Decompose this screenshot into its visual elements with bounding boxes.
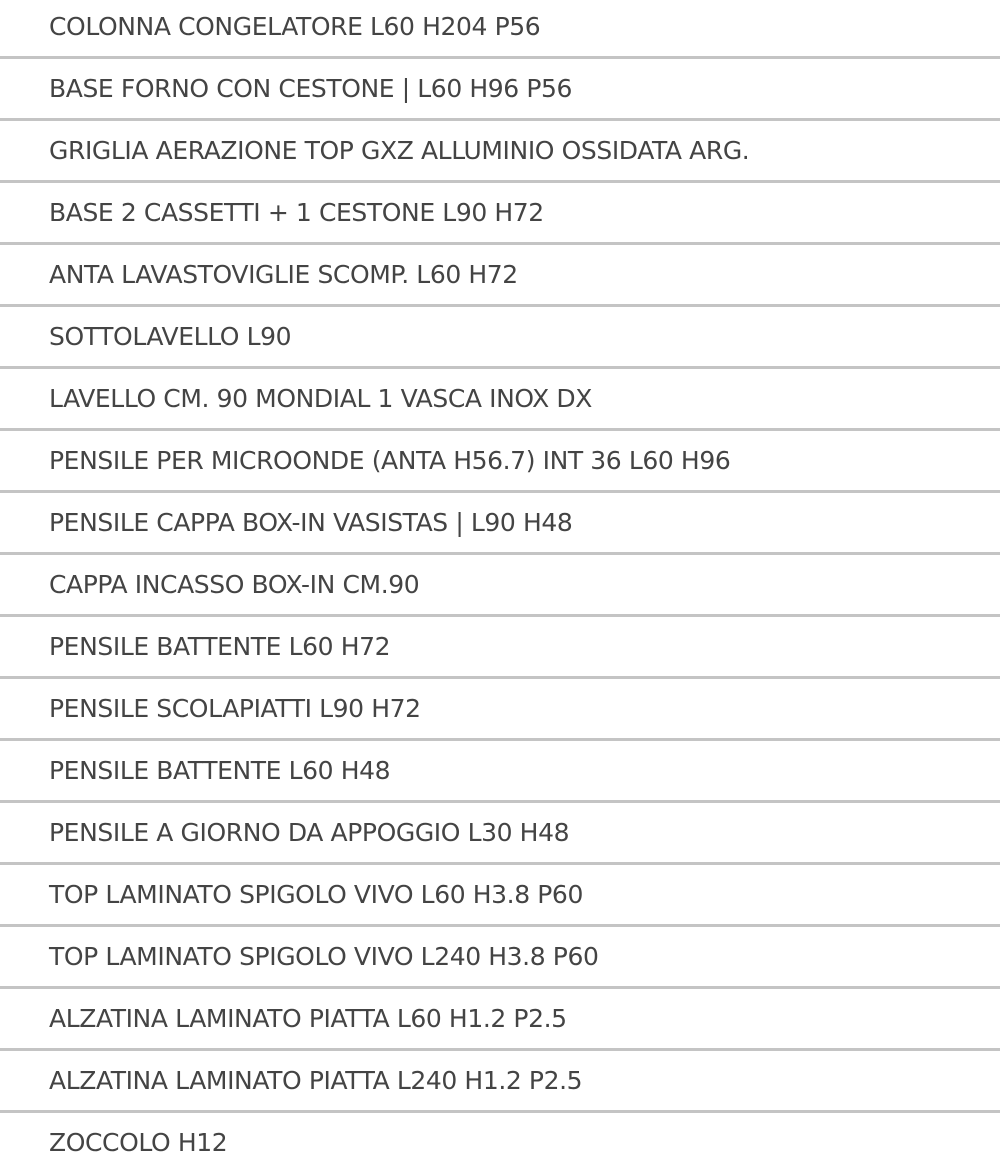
list-item (0, 865, 1000, 927)
list-item (0, 1051, 1000, 1113)
item-label: LAVELLO CM. 90 MONDIAL 1 VASCA INOX DX (49, 384, 592, 413)
list-item (0, 121, 1000, 183)
list-item (0, 493, 1000, 555)
item-label: GRIGLIA AERAZIONE TOP GXZ ALLUMINIO OSSIDATA ARG. (49, 136, 750, 165)
list-item (0, 927, 1000, 989)
list-item (0, 741, 1000, 803)
list-item (0, 803, 1000, 865)
item-label: PENSILE PER MICROONDE (ANTA H56.7) INT 36 L60 H96 (49, 446, 731, 475)
list-item (0, 679, 1000, 741)
item-label: ALZATINA LAMINATO PIATTA L60 H1.2 P2.5 (49, 1004, 567, 1033)
item-label: PENSILE BATTENTE L60 H48 (49, 756, 391, 785)
list-item (0, 183, 1000, 245)
item-label: TOP LAMINATO SPIGOLO VIVO L240 H3.8 P60 (49, 942, 599, 971)
list-item (0, 989, 1000, 1051)
list-item (0, 245, 1000, 307)
item-label: TOP LAMINATO SPIGOLO VIVO L60 H3.8 P60 (49, 880, 583, 909)
item-label: PENSILE SCOLAPIATTI L90 H72 (49, 694, 421, 723)
item-label: PENSILE BATTENTE L60 H72 (49, 632, 391, 661)
item-label: PENSILE A GIORNO DA APPOGGIO L30 H48 (49, 818, 570, 847)
list-item (0, 555, 1000, 617)
item-label: BASE 2 CASSETTI + 1 CESTONE L90 H72 (49, 198, 544, 227)
list-item (0, 369, 1000, 431)
item-label: BASE FORNO CON CESTONE | L60 H96 P56 (49, 74, 573, 103)
item-label: SOTTOLAVELLO L90 (49, 322, 292, 351)
list-item (0, 59, 1000, 121)
item-label: ZOCCOLO H12 (49, 1128, 228, 1157)
list-item (0, 1113, 1000, 1172)
list-item (0, 617, 1000, 679)
list-item (0, 431, 1000, 493)
item-label: ANTA LAVASTOVIGLIE SCOMP. L60 H72 (49, 260, 518, 289)
item-label: PENSILE CAPPA BOX-IN VASISTAS | L90 H48 (49, 508, 573, 537)
list-item (0, 0, 1000, 59)
item-label: COLONNA CONGELATORE L60 H204 P56 (49, 12, 541, 41)
item-label: CAPPA INCASSO BOX-IN CM.90 (49, 570, 420, 599)
item-label: ALZATINA LAMINATO PIATTA L240 H1.2 P2.5 (49, 1066, 583, 1095)
list-item (0, 307, 1000, 369)
